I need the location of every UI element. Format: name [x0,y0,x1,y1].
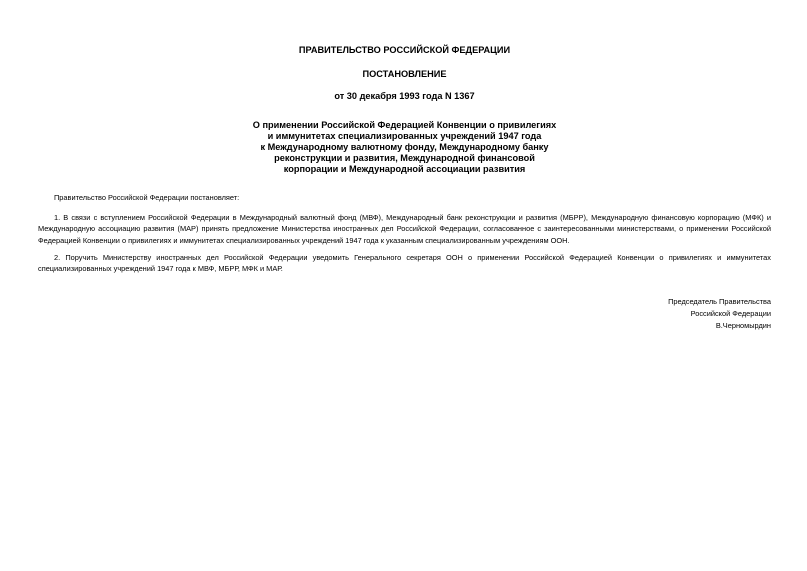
paragraph-2: 2. Поручить Министерству иностранных дел Российской Федерации уведомить Генерального секретаря ООН о применении Российской Федерацией Конвенции о привилегиях и иммунитетах специализированных учреждений 1947 года к МВФ, МБРР, МФК и МАР. [38,253,771,274]
signature-block [668,296,771,331]
document-type: ПОСТАНОВЛЕНИЕ [362,69,447,79]
signatory-position: Председатель Правительства [668,297,771,306]
title-line: к Международному валютному фонду, Международному банку [260,142,549,152]
intro-paragraph: Правительство Российской Федерации постановляет: [54,193,240,202]
signatory-name: В.Черномырдин [715,320,771,330]
title-line: О применении Российской Федерацией Конвенции о привилегиях [252,120,557,130]
paragraph-1: 1. В связи с вступлением Российской Федерации в Международный валютный фонд (МВФ), Международный банк реконструкции и развития (МБРР), Международную финансовую корпорацию (МФК) и Международную ассоциацию развития (МАР) принять предложение Министерства иностранных дел Российской Федерации, согласованное с заинтересованными министерствами, о применении Российской Федерацией Конвенции о привилегиях и иммунитетах специализированных учреждений 1947 года к указанным специализированным учреждениям ООН. [38,213,771,245]
title-line: и иммунитетах специализированных учреждений 1947 года [267,131,542,141]
document-title [38,120,771,175]
title-line: корпорации и Международной ассоциации развития [283,164,526,174]
document-date-number: от 30 декабря 1993 года N 1367 [334,91,475,101]
issuing-authority: ПРАВИТЕЛЬСТВО РОССИЙСКОЙ ФЕДЕРАЦИИ [298,45,511,55]
title-line: реконструкции и развития, Международной финансовой [274,153,535,163]
signatory-position-org: Российской Федерации [690,308,771,318]
